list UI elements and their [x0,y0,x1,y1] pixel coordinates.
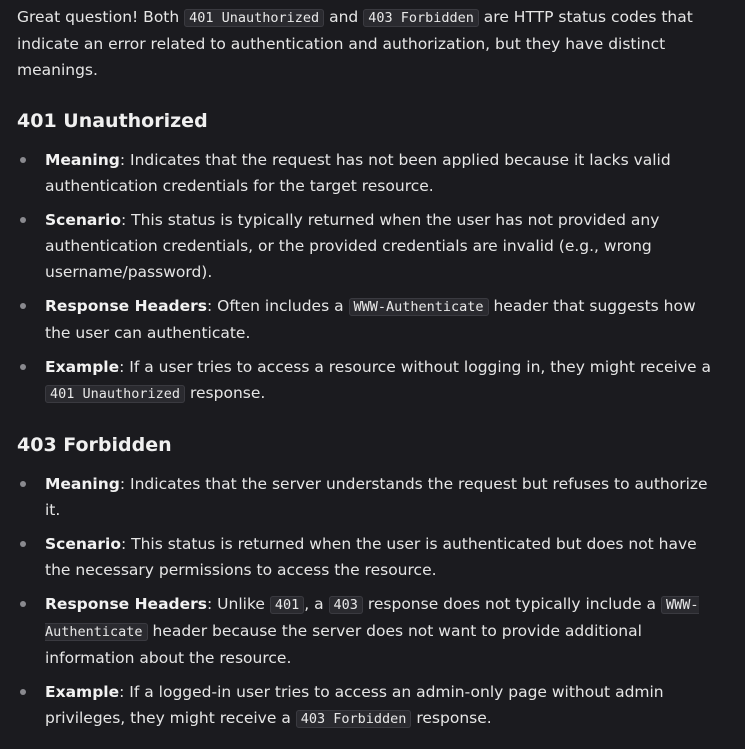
bullet-icon [20,364,26,370]
list-item-403-scenario: Scenario: This status is returned when the user is authenticated but does not have the necessary permissions to access the resource. [17,531,717,583]
bullet-icon [20,601,26,607]
bullet-icon [20,481,26,487]
bullet-icon [20,689,26,695]
intro-paragraph: Great question! Both 401 Unauthorized and 403 Forbidden are HTTP status codes that indicate an error related to authentication and authorization, but they have distinct meanings. [17,8,693,79]
list-item-401-scenario: Scenario: This status is typically returned when the user has not provided any authentication credentials, or the provided credentials are invalid (e.g., wrong username/password). [17,207,717,285]
inline-code-403: 403 Forbidden [363,9,479,27]
bullet-icon [20,303,26,309]
bullet-icon [20,157,26,163]
bullet-icon [20,217,26,223]
inline-code-403-short: 403 [329,596,363,614]
heading-403: 403 Forbidden [17,434,172,456]
list-item-401-meaning: Meaning: Indicates that the request has not been applied because it lacks valid authentication credentials for the target resource. [17,147,717,199]
inline-code-401-unauthorized: 401 Unauthorized [45,385,185,403]
inline-code-401-short: 401 [270,596,304,614]
list-403 [17,471,717,732]
inline-code-www-authenticate: WWW-Authenticate [45,597,699,640]
inline-code-403-forbidden: 403 Forbidden [296,710,412,728]
list-item-401-example: Example: If a user tries to access a resource without logging in, they might receive a 401 Unauthorized response. [17,354,717,407]
inline-code-401: 401 Unauthorized [184,9,324,27]
heading-401: 401 Unauthorized [17,110,208,132]
bullet-icon [20,541,26,547]
list-item-401-headers: Response Headers: Often includes a WWW-Authenticate header that suggests how the user can authenticate. [17,293,717,346]
list-item-403-example: Example: If a logged-in user tries to access an admin-only page without admin privileges, they might receive a 403 Forbidden response. [17,679,717,732]
list-item-403-headers: Response Headers: Unlike 401 , a 403 response does not typically include a WWW-Authenticate header because the server does not want to provide additional information about the resource. [17,591,717,671]
inline-code-www-authenticate: WWW-Authenticate [349,298,489,316]
list-item-403-meaning: Meaning: Indicates that the server understands the request but refuses to authorize it. [17,471,717,523]
list-401 [17,147,717,407]
